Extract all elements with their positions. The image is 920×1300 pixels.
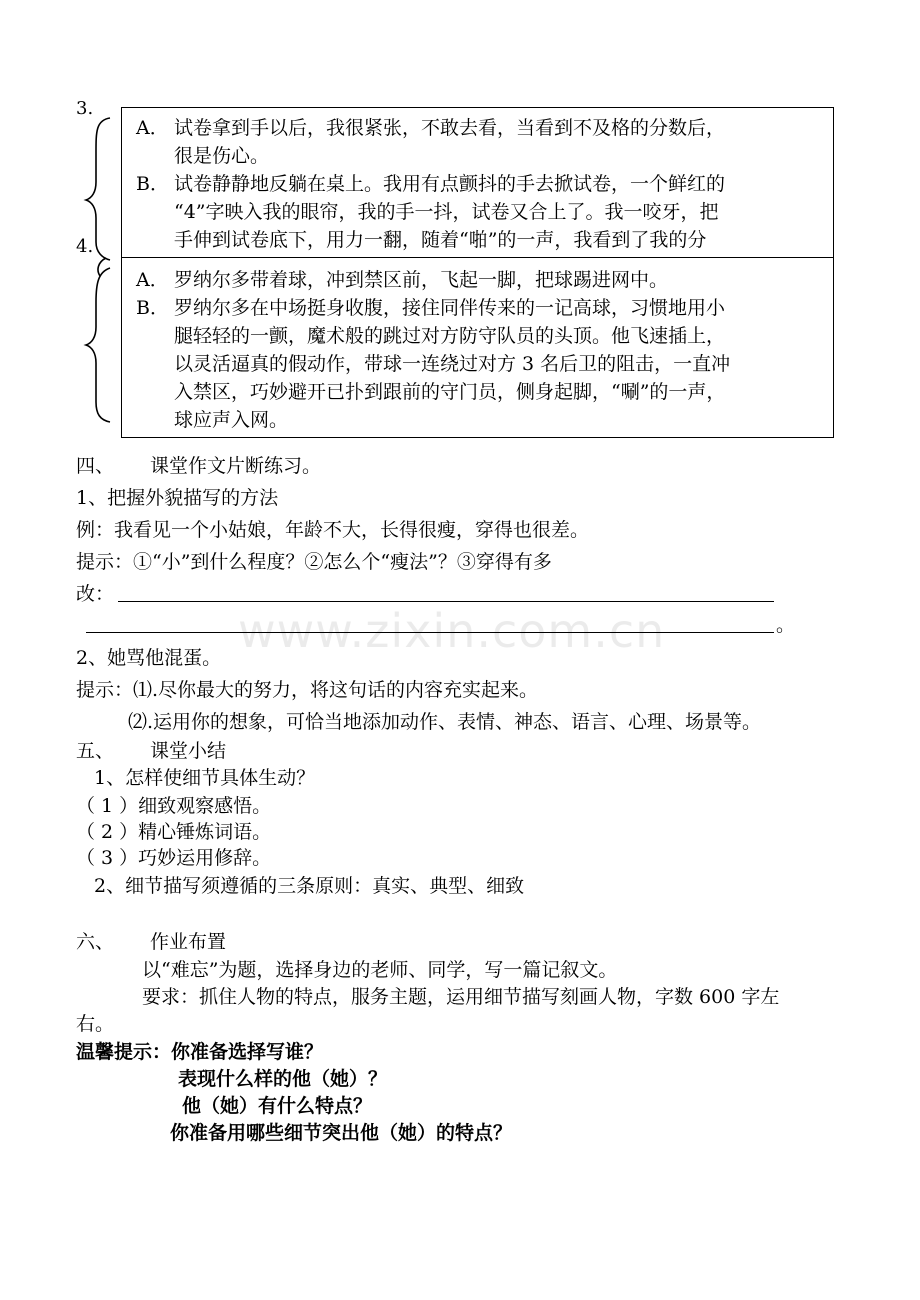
option-text-line: 试卷静静地反躺在桌上。我用有点颤抖的手去掀试卷，一个鲜红的 — [174, 173, 726, 195]
tip-line-1: 你准备选择写谁？ — [171, 1041, 324, 1063]
tips-first-line — [76, 1040, 323, 1064]
option-text-line: 入禁区，巧妙避开已扑到跟前的守门员，侧身起脚，“唰”的一声， — [174, 381, 726, 403]
homework-line-2: 要求：抓住人物的特点，服务主题，运用细节描写刻画人物，字数 600 字左 — [142, 986, 780, 1008]
option-text-line: 试卷拿到手以后，我很紧张，不敢去看，当看到不及格的分数后， — [174, 117, 726, 139]
summary-point-3: （ 3 ）巧妙运用修辞。 — [76, 847, 272, 869]
option-text-line: 手伸到试卷底下，用力一翻，随着“啪”的一声，我看到了我的分 — [174, 229, 707, 251]
end-mark: 。 — [776, 614, 796, 636]
option-label: A． — [136, 117, 169, 139]
item-scold-sentence: 2、她骂他混蛋。 — [76, 647, 222, 669]
comparison-box-3 — [121, 107, 834, 261]
watermark: www.zixin.com.cn — [238, 604, 666, 658]
option-b — [136, 170, 725, 254]
option-text-line: “4”字映入我的眼帘，我的手一抖，试卷又合上了。我一咬牙，把 — [174, 201, 719, 223]
option-text-line: 球应声入网。 — [174, 409, 289, 431]
answer-line-1[interactable] — [118, 601, 774, 602]
summary-point-2: （ 2 ）精心锤炼词语。 — [76, 821, 272, 843]
hint-2-line-2: ⑵.运用你的想象，可恰当地添加动作、表情、神态、语言、心理、场景等。 — [128, 711, 762, 733]
homework-line-3: 右。 — [76, 1013, 115, 1035]
comparison-box-4 — [121, 257, 834, 438]
brace-graphic — [82, 112, 122, 442]
tips-label: 温馨提示： — [76, 1041, 172, 1063]
rewrite-label: 改： — [76, 583, 115, 605]
option-text-line: 罗纳尔多在中场挺身收腹，接住同伴传来的一记高球，习惯地用小 — [174, 297, 726, 319]
question-number-3: 3. — [76, 98, 94, 119]
example-sentence: 例：我看见一个小姑娘，年龄不大，长得很瘦，穿得也很差。 — [76, 519, 590, 541]
item-appearance-method: 1、把握外貌描写的方法 — [76, 487, 279, 509]
option-text-line: 很是伤心。 — [174, 145, 270, 167]
section-number: 六、 — [76, 931, 115, 953]
option-text-line: 以灵活逼真的假动作，带球一连绕过对方 3 名后卫的阻击，一直冲 — [174, 353, 731, 375]
question-number-4: 4. — [76, 236, 94, 257]
section-title: 课堂作文片断练习。 — [150, 455, 322, 477]
homework-line-1: 以“难忘”为题，选择身边的老师、同学，写一篇记叙文。 — [142, 959, 618, 981]
option-label: B． — [136, 173, 169, 195]
option-label: A． — [136, 269, 169, 291]
section-heading-5 — [76, 739, 226, 763]
brace-top — [86, 118, 110, 260]
tip-line-2: 表现什么样的他（她）？ — [178, 1068, 388, 1090]
section-heading-4 — [76, 454, 321, 478]
section-heading-6 — [76, 930, 226, 954]
option-a — [136, 266, 668, 294]
option-label: B． — [136, 297, 169, 319]
summary-point-1: （ 1 ）细致观察感悟。 — [76, 795, 272, 817]
option-text-line: 罗纳尔多带着球，冲到禁区前，飞起一脚，把球踢进网中。 — [174, 269, 669, 291]
section-title: 课堂小结 — [150, 740, 227, 762]
option-a — [136, 114, 725, 170]
summary-question-1: 1、怎样使细节具体生动？ — [94, 767, 316, 789]
hint-2-line-1: 提示：⑴.尽你最大的努力，将这句话的内容充实起来。 — [76, 679, 539, 701]
tip-line-3: 他（她）有什么特点？ — [182, 1095, 373, 1117]
option-text-line: 腿轻轻的一颤，魔术般的跳过对方防守队员的头顶。他飞速插上， — [174, 325, 726, 347]
summary-question-2: 2、细节描写须遵循的三条原则：真实、典型、细致 — [94, 875, 525, 897]
hint-1: 提示：①“小”到什么程度？②怎么个“瘦法”？③穿得有多 — [76, 551, 552, 573]
section-title: 作业布置 — [150, 931, 227, 953]
tip-line-4: 你准备用哪些细节突出他（她）的特点？ — [170, 1122, 513, 1144]
brace-bottom — [86, 258, 110, 422]
answer-line-2[interactable] — [86, 632, 774, 633]
section-number: 四、 — [76, 455, 115, 477]
section-number: 五、 — [76, 740, 115, 762]
option-b — [136, 294, 730, 434]
